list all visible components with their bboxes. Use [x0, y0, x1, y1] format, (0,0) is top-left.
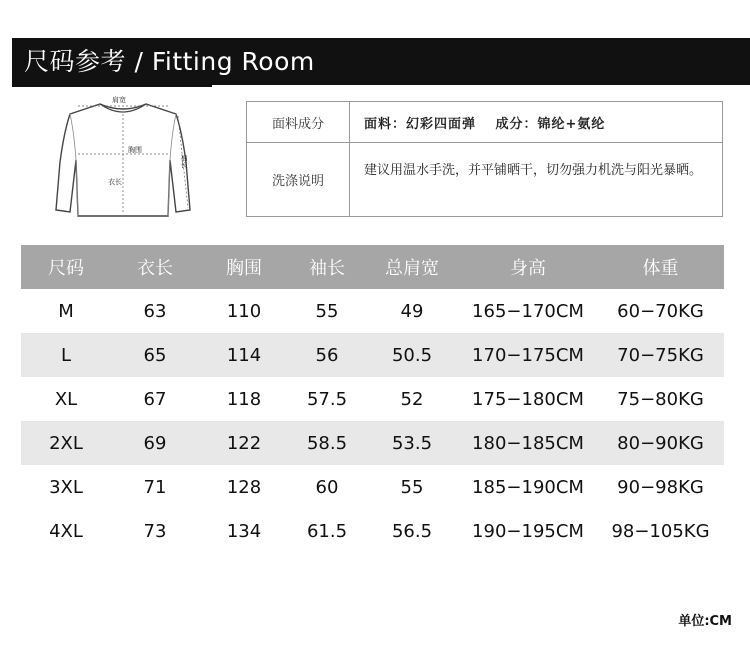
cell-weight: 60−70KG: [617, 300, 704, 322]
cell-height: 190−195CM: [472, 520, 584, 542]
cell-shoulder: 55: [400, 476, 424, 498]
chest-label: 胸围: [128, 146, 142, 154]
cell-shoulder: 56.5: [391, 520, 433, 542]
cell-shoulder: 53.5: [391, 432, 433, 454]
cell-sleeve: 61.5: [306, 520, 348, 542]
title-underline: [12, 85, 212, 87]
table-row: [21, 289, 724, 333]
cell-weight: 70−75KG: [617, 344, 704, 366]
cell-chest: 122: [226, 432, 262, 454]
header-sleeve: 袖长: [309, 258, 345, 279]
header-chest: 胸围: [226, 258, 262, 279]
cell-length: 69: [143, 432, 167, 454]
cell-sleeve: 55: [315, 300, 339, 322]
header-size: 尺码: [48, 258, 84, 279]
shoulder-label: 肩宽: [112, 96, 126, 104]
cell-weight: 75−80KG: [617, 388, 704, 410]
cell-size: 4XL: [49, 520, 83, 542]
cell-weight: 98−105KG: [611, 520, 710, 542]
cell-length: 71: [143, 476, 167, 498]
cell-length: 67: [143, 388, 167, 410]
size-table: [21, 245, 724, 553]
header-length: 衣长: [137, 258, 173, 279]
length-label: 衣长: [108, 178, 122, 186]
cell-shoulder: 49: [400, 300, 424, 322]
cell-height: 165−170CM: [472, 300, 584, 322]
cell-size: 3XL: [49, 476, 83, 498]
cell-length: 73: [143, 520, 167, 542]
fabric-label: 面料成分: [247, 102, 350, 142]
cell-height: 175−180CM: [472, 388, 584, 410]
header-shoulder: 总肩宽: [385, 258, 439, 279]
cell-shoulder: 52: [400, 388, 424, 410]
table-row: [21, 421, 724, 465]
cell-chest: 114: [226, 344, 262, 366]
cell-chest: 118: [226, 388, 262, 410]
wash-label: 洗涤说明: [247, 143, 350, 216]
cell-height: 180−185CM: [472, 432, 584, 454]
cell-sleeve: 58.5: [306, 432, 348, 454]
cell-size: 2XL: [49, 432, 83, 454]
sleeve-label: 袖长: [180, 154, 188, 168]
size-table-header: [21, 245, 724, 289]
unit-label: 单位:CM: [678, 614, 732, 629]
wash-value: 建议用温水手洗，并平铺晒干，切勿强力机洗与阳光暴晒。: [364, 163, 703, 178]
header-weight: 体重: [642, 258, 679, 279]
fabric-row: [247, 102, 722, 143]
fabric-value: 面料：幻彩四面弹 成分：锦纶+氨纶: [364, 116, 606, 132]
page-title: 尺码参考 / Fitting Room: [12, 38, 750, 85]
cell-chest: 110: [226, 300, 262, 322]
shirt-outline-icon: [48, 92, 198, 222]
wash-row: [247, 143, 722, 216]
shirt-diagram: [48, 92, 198, 222]
cell-height: 170−175CM: [472, 344, 584, 366]
cell-sleeve: 57.5: [306, 388, 348, 410]
cell-height: 185−190CM: [472, 476, 584, 498]
cell-weight: 90−98KG: [617, 476, 704, 498]
cell-chest: 134: [226, 520, 262, 542]
cell-length: 65: [143, 344, 167, 366]
cell-size: XL: [54, 388, 78, 410]
table-row: [21, 333, 724, 377]
fabric-info-table: [246, 101, 723, 217]
table-row: [21, 377, 724, 421]
cell-size: L: [60, 344, 72, 366]
cell-weight: 80−90KG: [617, 432, 704, 454]
cell-shoulder: 50.5: [391, 344, 433, 366]
cell-chest: 128: [226, 476, 262, 498]
table-row: [21, 465, 724, 509]
header-height: 身高: [510, 258, 546, 279]
cell-sleeve: 56: [315, 344, 339, 366]
cell-length: 63: [143, 300, 167, 322]
table-row: [21, 509, 724, 553]
cell-size: M: [58, 300, 74, 322]
cell-sleeve: 60: [315, 476, 339, 498]
